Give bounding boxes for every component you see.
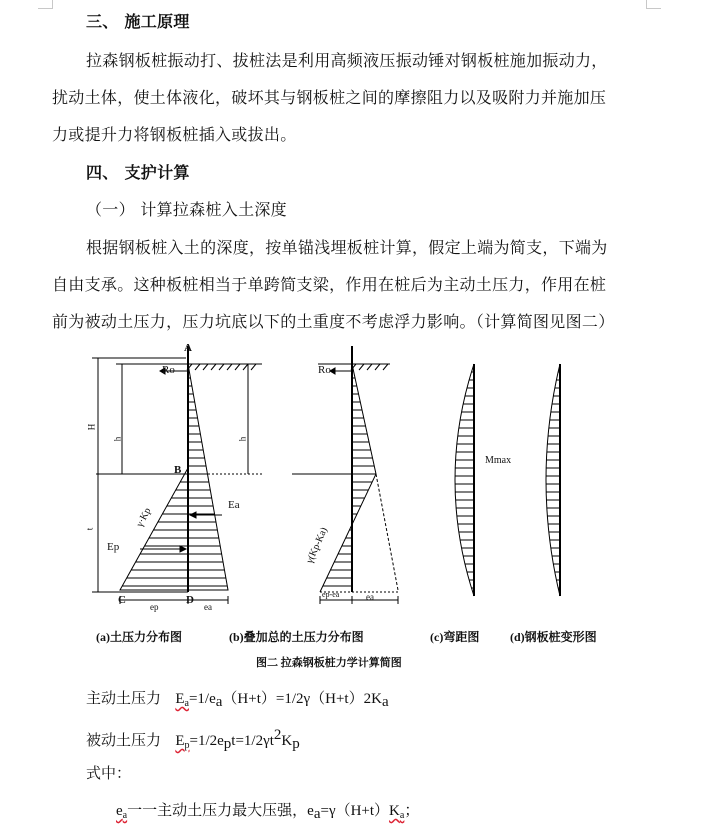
sym-e: E	[175, 733, 185, 749]
expr-part: （H+t）=1/2γ（H+t）2K	[222, 691, 382, 707]
label-h-right: h	[237, 436, 248, 442]
moment-curve	[455, 364, 474, 596]
passive-pressure-formula	[86, 725, 300, 756]
sub-a: a	[184, 698, 189, 709]
sub-a: a	[122, 810, 128, 821]
paragraph-line: 自由支承。这种板桩相当于单跨简支梁，作用在桩后为主动土压力，作用在桩	[52, 275, 607, 294]
ground-hatch-a	[187, 364, 256, 370]
punct: ；	[404, 801, 420, 819]
figure-caption: 图二 拉森钢板桩力学计算简图	[256, 657, 402, 669]
label-ep-ea-dim: ep-ea	[322, 590, 340, 599]
sym-k: K	[281, 733, 293, 749]
section-4-heading: 四、 支护计算	[86, 163, 190, 182]
pressure-hatch-a	[122, 370, 227, 586]
label-b: B	[174, 464, 182, 476]
label-a: A	[184, 342, 192, 354]
label-d: D	[186, 594, 194, 606]
sub-p: p	[184, 740, 190, 751]
sub-caption-b: (b)叠加总的土压力分布图	[229, 630, 364, 644]
sub-a: a	[399, 810, 405, 821]
paragraph-line: 根据钢板桩入土的深度，按单锚浅埋板桩计算，假定上端为简支，下端为	[86, 238, 608, 257]
label-ep-force: Ep	[107, 541, 120, 553]
expr-part: =1/e	[188, 691, 216, 707]
sub-p: p	[223, 736, 232, 752]
sub-caption-a: (a)土压力分布图	[96, 630, 182, 644]
passive-label: 被动土压力	[86, 731, 162, 749]
sym-e: E	[175, 691, 185, 707]
label-c: C	[118, 594, 126, 606]
sub-a: a	[381, 694, 389, 710]
label-gamma-kp: γ·Kp	[134, 506, 154, 529]
sub-heading: （一） 计算拉森桩入土深度	[86, 200, 287, 219]
active-label: 主动土压力	[86, 689, 162, 707]
label-h: H	[86, 423, 97, 431]
active-pressure-formula	[86, 688, 389, 714]
label-mmax: Mmax	[485, 455, 512, 466]
deformation-curve	[546, 364, 560, 596]
sub-caption-c: (c)弯距图	[430, 630, 480, 644]
label-t: t	[84, 527, 95, 531]
label-gamma-kp-ka: γ(Kp-Ka)	[304, 525, 330, 566]
label-ea-force: Ea	[228, 499, 240, 511]
label-ro-a: Ro	[162, 364, 175, 376]
expr-part: t=1/2γt	[231, 733, 274, 749]
definition-ea	[116, 800, 419, 826]
paragraph-line: 前为被动土压力，压力坑底以下的土重度不考虑浮力影响。（计算简图见图二）	[52, 312, 615, 331]
sym-e: e	[116, 803, 123, 819]
sub-caption-d: (d)钢板桩变形图	[510, 630, 597, 644]
sup-2: 2	[273, 727, 282, 743]
moment-hatch	[455, 372, 474, 588]
where-label: 式中：	[86, 764, 132, 782]
sym-e: e	[307, 803, 314, 819]
deformation-hatch	[546, 372, 560, 588]
label-ep-dim: ep	[150, 602, 159, 612]
label-ea-dim: ea	[204, 602, 212, 612]
net-pressure-outline	[320, 364, 376, 592]
pressure-hatch-b	[323, 370, 376, 586]
label-ea-dim-b: ea	[366, 592, 374, 602]
sub-a: a	[313, 806, 321, 822]
paragraph-line: 力或提升力将钢板桩插入或拔出。	[52, 125, 297, 144]
passive-pressure-outline	[120, 468, 188, 590]
sym-k: K	[389, 803, 400, 819]
sub-a: a	[215, 694, 223, 710]
expr-part: =γ（H+t）	[320, 803, 390, 819]
label-h-left: h	[112, 436, 123, 442]
expr-part: =1/2e	[189, 733, 224, 749]
active-pressure-outline	[188, 364, 228, 590]
section-3-heading: 三、 施工原理	[86, 12, 190, 31]
definition-text: 一一主动土压力最大压强，	[127, 801, 308, 819]
label-ro-b: Ro	[318, 364, 331, 376]
sub-p: p	[292, 736, 300, 752]
paragraph-line: 扰动土体，使土体液化，破坏其与钢板桩之间的摩擦阻力以及吸附力并施加压	[52, 88, 607, 107]
paragraph-line: 拉森钢板桩振动打、拔桩法是利用高频液压振动锤对钢板桩施加振动力，	[86, 51, 608, 70]
